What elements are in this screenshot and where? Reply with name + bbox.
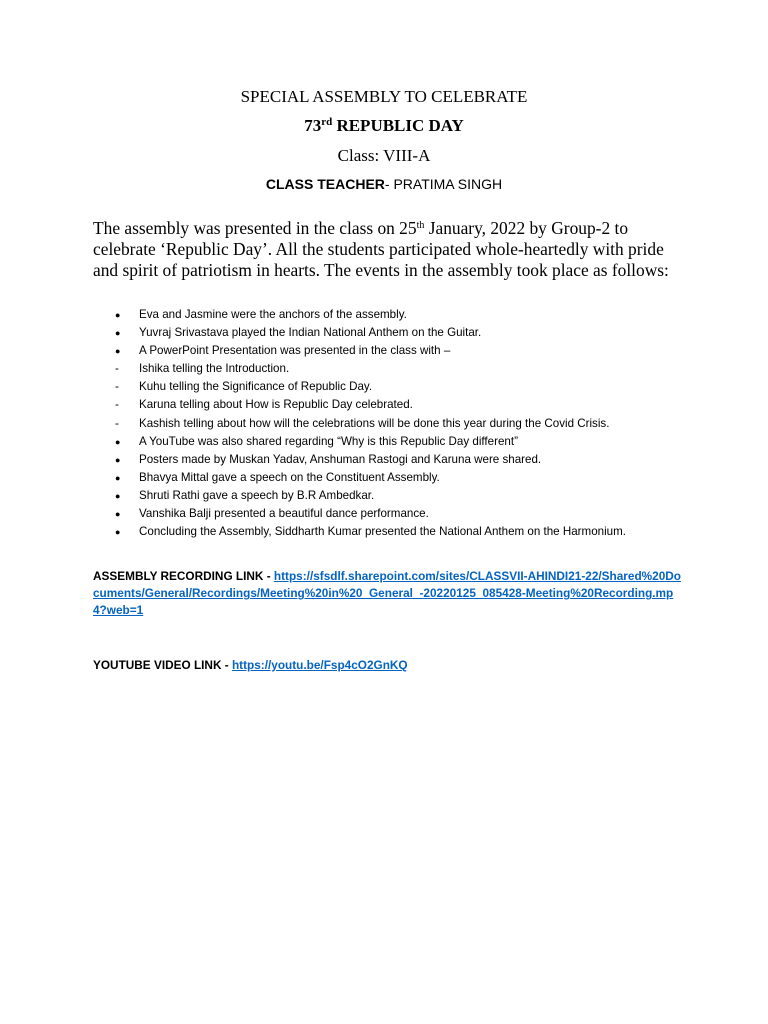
list-item <box>93 342 693 360</box>
list-item-text: Vanshika Balji presented a beautiful dance performance. <box>139 507 429 521</box>
youtube-link[interactable]: https://youtu.be/Fsp4cO2GnKQ <box>231 658 408 672</box>
intro-part-2: January, 2022 by Group-2 to celebrate ‘Republic Day’. All the students participated whole-heartedly with pride and spirit of patriotism in hearts. The events in the assembly took place as follows: <box>93 218 669 280</box>
list-item <box>93 415 693 433</box>
bullet-marker: ● <box>115 454 121 465</box>
bullet-marker: ● <box>115 328 121 339</box>
list-item-text: Bhavya Mittal gave a speech on the Constituent Assembly. <box>139 470 440 484</box>
list-item <box>93 433 693 451</box>
dash-marker: - <box>115 398 119 412</box>
list-item-text: Karuna telling about How is Republic Day celebrated. <box>139 398 413 412</box>
recording-link-block <box>93 568 683 619</box>
bullet-marker: ● <box>115 346 121 357</box>
bullet-marker: ● <box>115 509 121 520</box>
list-item <box>93 505 693 523</box>
dash-marker: - <box>115 416 119 430</box>
list-item <box>93 487 693 505</box>
class-teacher-name: - PRATIMA SINGH <box>384 176 503 192</box>
class-teacher-label: CLASS TEACHER <box>265 176 385 192</box>
list-item-text: Kashish telling about how will the celebrations will be done this year during the Covid Crisis. <box>139 416 610 430</box>
list-item <box>93 378 693 396</box>
title-number: 73 <box>304 116 322 135</box>
recording-link[interactable]: https://sfsdlf.sharepoint.com/sites/CLASSVII-AHINDI21-22/Shared%20Documents/General/Recordings/Meeting%20in%20_General_-20220125_085428-Meeting%20Recording.mp4?web=1 <box>93 569 681 617</box>
dash-marker: - <box>115 362 119 376</box>
bullet-marker: ● <box>115 527 121 538</box>
list-item <box>93 324 693 342</box>
class-teacher-line <box>0 176 768 192</box>
intro-superscript: th <box>416 220 425 231</box>
list-item-text: A PowerPoint Presentation was presented in the class with – <box>139 344 451 358</box>
bullet-marker: ● <box>115 436 121 447</box>
list-item-text: Kuhu telling the Significance of Republic Day. <box>139 380 373 394</box>
list-item <box>93 396 693 414</box>
recording-link-label: ASSEMBLY RECORDING LINK - <box>93 569 274 583</box>
list-item-text: Shruti Rathi gave a speech by B.R Ambedkar. <box>139 488 375 502</box>
bullet-marker: ● <box>115 472 121 483</box>
youtube-link-label: YOUTUBE VIDEO LINK - <box>93 658 232 672</box>
title-line-1: SPECIAL ASSEMBLY TO CELEBRATE <box>240 87 528 106</box>
list-item <box>93 523 693 541</box>
intro-part-1: The assembly was presented in the class on 25 <box>93 218 417 238</box>
list-item-text: Yuvraj Srivastava played the Indian National Anthem on the Guitar. <box>139 326 482 340</box>
list-item <box>93 306 693 324</box>
title-republic-day: REPUBLIC DAY <box>332 116 464 135</box>
list-item-text: Posters made by Muskan Yadav, Anshuman Rastogi and Karuna were shared. <box>139 452 542 466</box>
title-line-2 <box>0 116 768 136</box>
events-list <box>93 306 693 541</box>
list-item <box>93 469 693 487</box>
bullet-marker: ● <box>115 490 121 501</box>
youtube-link-block <box>93 657 683 674</box>
list-item-text: Ishika telling the Introduction. <box>139 362 290 376</box>
class-line: Class: VIII-A <box>337 146 431 165</box>
title-superscript: rd <box>321 116 333 128</box>
list-item <box>93 451 693 469</box>
list-item-text: A YouTube was also shared regarding “Why is this Republic Day different” <box>139 434 518 448</box>
intro-paragraph <box>93 218 683 281</box>
list-item-text: Eva and Jasmine were the anchors of the assembly. <box>139 308 407 321</box>
list-item-text: Concluding the Assembly, Siddharth Kumar presented the National Anthem on the Harmonium. <box>139 525 626 539</box>
bullet-marker: ● <box>115 310 121 320</box>
dash-marker: - <box>115 380 119 394</box>
list-item <box>93 360 693 378</box>
